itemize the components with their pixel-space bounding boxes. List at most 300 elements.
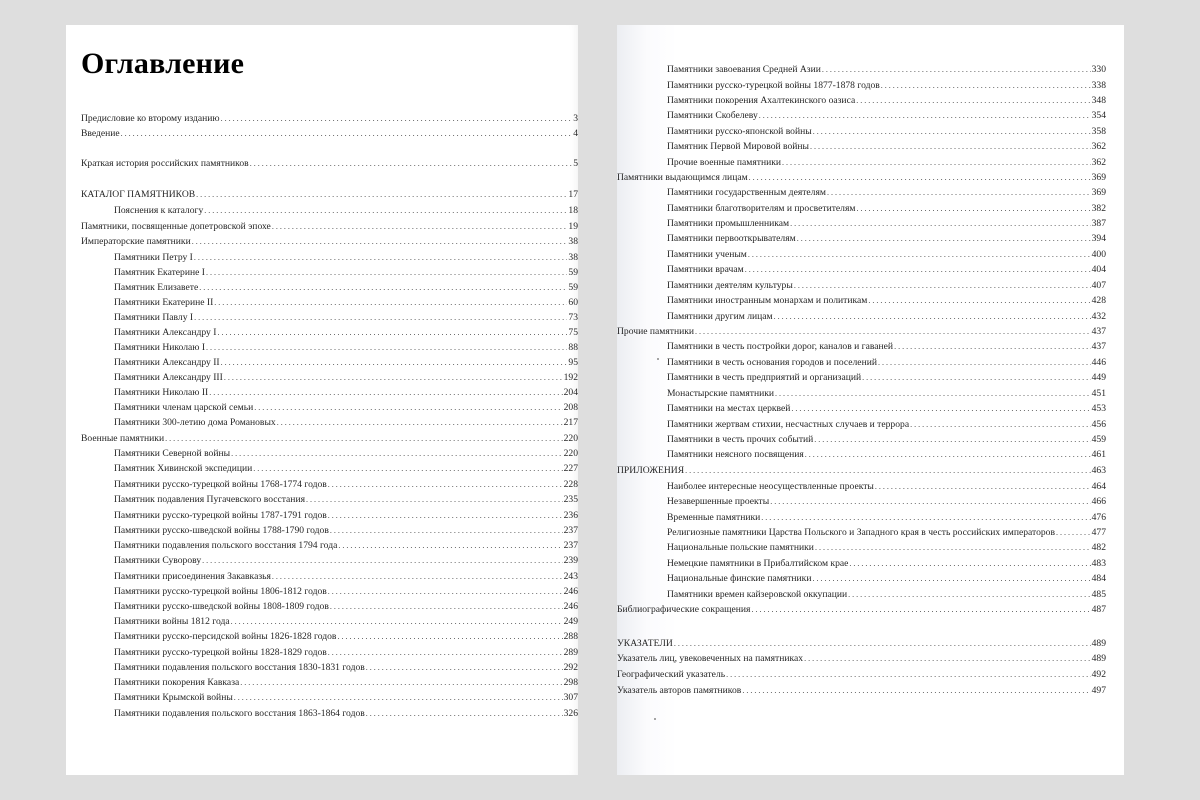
toc-entry-page-number: 476 <box>1091 512 1106 523</box>
toc-entry-label: Памятники времен кайзеровской оккупации <box>667 589 848 600</box>
dot-leader <box>214 297 567 309</box>
toc-entry-page-number: 59 <box>568 267 578 278</box>
dot-leader <box>804 653 1091 665</box>
toc-entry-page-number: 348 <box>1091 95 1106 106</box>
toc-entry-page-number: 464 <box>1091 481 1106 492</box>
toc-entry-page-number: 220 <box>563 448 578 459</box>
dot-leader <box>742 685 1090 697</box>
toc-entry <box>114 586 578 598</box>
toc-entry-page-number: 489 <box>1091 638 1106 649</box>
toc-entry-label: Памятники подавления польского восстания 1794 года <box>114 540 338 551</box>
toc-entry-label: Наиболее интересные неосуществленные проекты <box>667 481 874 492</box>
dot-leader <box>794 280 1091 292</box>
toc-entry-page-number: 487 <box>1091 604 1106 615</box>
toc-entry <box>667 357 1106 369</box>
toc-entry-page-number: 17 <box>568 189 578 200</box>
toc-entry <box>667 573 1106 585</box>
toc-entry <box>667 311 1106 323</box>
toc-entry-label: Памятники Николаю I <box>114 342 206 353</box>
toc-entry-label: Памятники русско-японской войны <box>667 126 812 137</box>
toc-entry-page-number: 298 <box>563 677 578 688</box>
toc-entry-label: Военные памятники <box>81 433 165 444</box>
dot-leader <box>328 586 563 598</box>
toc-entry-label: Памятники врачам <box>667 264 744 275</box>
toc-entry-page-number: 220 <box>563 433 578 444</box>
dot-leader <box>196 189 567 201</box>
dot-leader <box>791 403 1090 415</box>
toc-entry-page-number: 483 <box>1091 558 1106 569</box>
toc-entry <box>114 342 578 354</box>
toc-entry-page-number: 463 <box>1091 465 1106 476</box>
dot-leader <box>330 601 563 613</box>
toc-entry-label: Памятники деятелям культуры <box>667 280 793 291</box>
dot-leader <box>231 448 563 460</box>
dot-leader <box>761 512 1090 524</box>
toc-entry <box>667 187 1106 199</box>
toc-entry <box>667 558 1106 570</box>
dot-leader <box>849 558 1090 570</box>
toc-entry <box>667 449 1106 461</box>
toc-entry-page-number: 330 <box>1091 64 1106 75</box>
dot-leader <box>330 525 563 537</box>
toc-entry-label: Памятники русско-турецкой войны 1877-1878 годов <box>667 80 880 91</box>
toc-entry-label: Памятники подавления польского восстания 1863-1864 годов <box>114 708 365 719</box>
toc-entry <box>667 141 1106 153</box>
toc-entry-page-number: 449 <box>1091 372 1106 383</box>
toc-entry <box>114 510 578 522</box>
toc-entry <box>617 326 1106 338</box>
dot-leader <box>328 479 563 491</box>
toc-entry-label: Памятники неясного посвящения <box>667 449 804 460</box>
toc-entry-label: Временные памятники <box>667 512 761 523</box>
toc-entry-label: Памятники в честь постройки дорог, каналов и гаваней <box>667 341 894 352</box>
dot-leader <box>366 662 563 674</box>
toc-entry-page-number: 489 <box>1091 653 1106 664</box>
toc-entry <box>114 494 578 506</box>
toc-entry-page-number: 482 <box>1091 542 1106 553</box>
toc-entry <box>114 372 578 384</box>
toc-entry <box>667 419 1106 431</box>
toc-entry <box>617 465 1106 477</box>
toc-entry <box>114 402 578 414</box>
toc-entry-page-number: 192 <box>563 372 578 383</box>
toc-entry-page-number: 239 <box>563 555 578 566</box>
toc-entry-page-number: 19 <box>568 221 578 232</box>
toc-entry <box>114 417 578 429</box>
toc-entry-page-number: 358 <box>1091 126 1106 137</box>
toc-entry-page-number: 394 <box>1091 233 1106 244</box>
toc-entry-page-number: 453 <box>1091 403 1106 414</box>
toc-entry <box>81 236 578 248</box>
toc-entry-label: Национальные финские памятники <box>667 573 812 584</box>
toc-entry-page-number: 387 <box>1091 218 1106 229</box>
toc-entry-label: Памятники русско-турецкой войны 1828-1829 годов <box>114 647 327 658</box>
toc-entry <box>667 512 1106 524</box>
toc-entry-page-number: 95 <box>568 357 578 368</box>
toc-entry-label: Указатель лиц, увековеченных на памятниках <box>617 653 804 664</box>
dot-leader <box>199 282 567 294</box>
toc-entry-label: Императорские памятники <box>81 236 191 247</box>
dot-leader <box>250 158 573 170</box>
toc-entry-page-number: 73 <box>568 312 578 323</box>
toc-entry-page-number: 400 <box>1091 249 1106 260</box>
toc-entry <box>667 434 1106 446</box>
toc-entry-page-number: 407 <box>1091 280 1106 291</box>
toc-entry <box>617 638 1106 650</box>
toc-entry-label: Памятник Первой Мировой войны <box>667 141 809 152</box>
toc-entry-page-number: 369 <box>1091 187 1106 198</box>
page-title: Оглавление <box>81 47 245 80</box>
toc-entry <box>667 264 1106 276</box>
dot-leader <box>790 218 1091 230</box>
toc-entry-label: Памятники на местах церквей <box>667 403 791 414</box>
dot-leader <box>328 510 563 522</box>
toc-entry-label: Памятники Петру I <box>114 252 193 263</box>
dot-leader <box>770 496 1090 508</box>
dot-leader <box>749 172 1091 184</box>
left-page <box>66 25 578 775</box>
toc-entry-page-number: 289 <box>563 647 578 658</box>
dot-leader <box>221 113 573 125</box>
toc-entry-page-number: 4 <box>573 128 578 139</box>
dot-leader <box>745 264 1091 276</box>
toc-entry <box>667 481 1106 493</box>
toc-entry <box>114 708 578 720</box>
dot-leader <box>240 677 562 689</box>
toc-entry <box>114 647 578 659</box>
toc-entry <box>114 357 578 369</box>
toc-entry-page-number: 208 <box>563 402 578 413</box>
dot-leader <box>165 433 563 445</box>
dot-leader <box>797 233 1091 245</box>
toc-entry-label: Памятники русско-персидской войны 1826-1828 годов <box>114 631 337 642</box>
toc-entry-page-number: 428 <box>1091 295 1106 306</box>
toc-entry-label: Памятники русско-турецкой войны 1806-1812 годов <box>114 586 327 597</box>
toc-entry <box>617 653 1106 665</box>
toc-entry-label: Памятники другим лицам <box>667 311 773 322</box>
toc-entry <box>667 403 1106 415</box>
toc-entry-label: Памятники Павлу I <box>114 312 194 323</box>
toc-entry-page-number: 456 <box>1091 419 1106 430</box>
toc-entry-label: Географический указатель <box>617 669 726 680</box>
toc-entry-page-number: 362 <box>1091 141 1106 152</box>
toc-entry-page-number: 204 <box>563 387 578 398</box>
dot-leader <box>856 203 1090 215</box>
dot-leader <box>894 341 1091 353</box>
dot-leader <box>810 141 1091 153</box>
dot-leader <box>194 252 568 264</box>
toc-entry <box>617 172 1106 184</box>
toc-entry-page-number: 75 <box>568 327 578 338</box>
toc-entry-label: Памятники покорения Ахалтекинского оазиса <box>667 95 856 106</box>
toc-entry-page-number: 432 <box>1091 311 1106 322</box>
toc-entry-label: Памятники Суворову <box>114 555 202 566</box>
toc-entry <box>667 157 1106 169</box>
toc-entry <box>114 601 578 613</box>
toc-entry-label: Памятники первооткрывателям <box>667 233 796 244</box>
toc-entry-label: Памятники присоединения Закавказья <box>114 571 271 582</box>
dot-leader <box>231 616 563 628</box>
dot-leader <box>221 357 568 369</box>
toc-entry <box>667 372 1106 384</box>
toc-entry-label: Памятники русско-шведской войны 1808-1809 годов <box>114 601 329 612</box>
dot-leader <box>862 372 1090 384</box>
toc-entry-label: Памятники промышленникам <box>667 218 790 229</box>
dot-leader <box>204 205 567 217</box>
toc-entry <box>114 555 578 567</box>
toc-entry <box>114 692 578 704</box>
dot-leader <box>338 540 562 552</box>
toc-entry-page-number: 5 <box>573 158 578 169</box>
dot-leader <box>206 342 567 354</box>
toc-entry-page-number: 292 <box>563 662 578 673</box>
toc-entry <box>667 249 1106 261</box>
toc-entry-page-number: 446 <box>1091 357 1106 368</box>
toc-entry-label: Памятники государственным деятелям <box>667 187 826 198</box>
toc-entry-label: Памятники русско-турецкой войны 1787-1791 годов <box>114 510 327 521</box>
toc-entry-label: Предисловие ко второму изданию <box>81 113 220 124</box>
dot-leader <box>910 419 1091 431</box>
toc-entry <box>667 64 1106 76</box>
dot-leader <box>726 669 1091 681</box>
dot-leader <box>685 465 1091 477</box>
toc-entry <box>114 662 578 674</box>
toc-entry <box>81 113 578 125</box>
toc-entry-page-number: 38 <box>568 252 578 263</box>
toc-entry <box>114 540 578 552</box>
toc-entry-label: Памятник Елизавете <box>114 282 199 293</box>
toc-entry-label: Памятник Хивинской экспедиции <box>114 463 253 474</box>
toc-entry-label: Памятники завоевания Средней Азии <box>667 64 821 75</box>
dot-leader <box>192 236 568 248</box>
toc-entry <box>114 282 578 294</box>
dot-leader <box>875 481 1091 493</box>
dot-leader <box>253 463 562 475</box>
dot-leader <box>815 542 1091 554</box>
toc-entry <box>114 631 578 643</box>
toc-entry <box>114 387 578 399</box>
toc-entry-label: Прочие памятники <box>617 326 695 337</box>
toc-entry-label: Памятники в честь основания городов и поселений <box>667 357 877 368</box>
dot-leader <box>217 327 567 339</box>
toc-entry-page-number: 38 <box>568 236 578 247</box>
dot-leader <box>194 312 567 324</box>
dot-leader <box>813 126 1091 138</box>
dot-leader <box>827 187 1091 199</box>
toc-entry-label: Памятники подавления польского восстания 1830-1831 годов <box>114 662 365 673</box>
toc-entry-label: Библиографические сокращения <box>617 604 751 615</box>
toc-entry-page-number: 237 <box>563 540 578 551</box>
toc-entry-label: Памятники Александру II <box>114 357 220 368</box>
toc-entry-label: Памятники в честь предприятий и организаций <box>667 372 862 383</box>
toc-entry <box>114 448 578 460</box>
toc-entry-page-number: 461 <box>1091 449 1106 460</box>
dot-leader <box>272 221 568 233</box>
toc-entry-label: Пояснения к каталогу <box>114 205 204 216</box>
toc-entry-label: Памятники 300-летию дома Романовых <box>114 417 276 428</box>
toc-entry <box>667 126 1106 138</box>
toc-entry-page-number: 362 <box>1091 157 1106 168</box>
toc-entry-page-number: 227 <box>563 463 578 474</box>
dot-leader <box>206 267 567 279</box>
toc-entry-page-number: 246 <box>563 601 578 612</box>
toc-entry-page-number: 243 <box>563 571 578 582</box>
toc-entry-page-number: 369 <box>1091 172 1106 183</box>
toc-entry-label: Памятники покорения Кавказа <box>114 677 240 688</box>
toc-entry-label: Памятники Скобелеву <box>667 110 758 121</box>
toc-entry <box>81 189 578 201</box>
dot-leader <box>121 128 573 140</box>
toc-entry-page-number: 326 <box>563 708 578 719</box>
toc-entry <box>114 267 578 279</box>
toc-entry-label: Памятники выдающимся лицам <box>617 172 748 183</box>
toc-entry-label: Прочие военные памятники <box>667 157 782 168</box>
toc-entry-label: Указатель авторов памятников <box>617 685 742 696</box>
dot-leader <box>337 631 562 643</box>
toc-entry-page-number: 492 <box>1091 669 1106 680</box>
dot-leader <box>695 326 1091 338</box>
toc-entry-label: Краткая история российских памятников <box>81 158 249 169</box>
toc-entry-page-number: 477 <box>1091 527 1106 538</box>
toc-entry-label: Памятники русско-турецкой войны 1768-1774 годов <box>114 479 327 490</box>
dot-leader <box>306 494 563 506</box>
toc-entry-page-number: 484 <box>1091 573 1106 584</box>
toc-entry <box>81 433 578 445</box>
toc-entry <box>667 218 1106 230</box>
toc-entry-label: Немецкие памятники в Прибалтийском крае <box>667 558 849 569</box>
toc-entry-label: Памятники Северной войны <box>114 448 231 459</box>
print-speck <box>654 718 656 720</box>
dot-leader <box>759 110 1091 122</box>
toc-entry-label: Памятник подавления Пугачевского восстания <box>114 494 305 505</box>
toc-entry-page-number: 338 <box>1091 80 1106 91</box>
toc-entry <box>114 571 578 583</box>
dot-leader <box>814 434 1090 446</box>
toc-entry <box>667 80 1106 92</box>
toc-entry <box>667 527 1106 539</box>
toc-entry-page-number: 249 <box>563 616 578 627</box>
toc-entry <box>667 341 1106 353</box>
toc-entry-page-number: 497 <box>1091 685 1106 696</box>
dot-leader <box>812 573 1090 585</box>
dot-leader <box>782 157 1091 169</box>
dot-leader <box>272 571 563 583</box>
toc-entry <box>114 327 578 339</box>
toc-entry-page-number: 217 <box>563 417 578 428</box>
toc-entry-page-number: 404 <box>1091 264 1106 275</box>
toc-entry-label: Памятники Александру III <box>114 372 223 383</box>
toc-entry <box>617 604 1106 616</box>
toc-entry <box>114 616 578 628</box>
toc-entry <box>667 295 1106 307</box>
toc-entry-page-number: 235 <box>563 494 578 505</box>
dot-leader <box>751 604 1090 616</box>
toc-entry <box>617 669 1106 681</box>
toc-entry-label: Памятники благотворителям и просветителям <box>667 203 856 214</box>
toc-entry-label: Памятники ученым <box>667 249 747 260</box>
dot-leader <box>277 417 563 429</box>
toc-entry <box>617 685 1106 697</box>
toc-entry-page-number: 307 <box>563 692 578 703</box>
toc-entry <box>81 128 578 140</box>
toc-entry <box>114 312 578 324</box>
toc-entry-label: Памятники жертвам стихии, несчастных случаев и террора <box>667 419 910 430</box>
toc-entry <box>667 95 1106 107</box>
dot-leader <box>822 64 1091 76</box>
toc-entry-label: Памятники, посвященные допетровской эпохе <box>81 221 271 232</box>
toc-entry-label: КАТАЛОГ ПАМЯТНИКОВ <box>81 189 196 200</box>
toc-entry <box>114 479 578 491</box>
toc-entry-page-number: 60 <box>568 297 578 308</box>
dot-leader <box>805 449 1091 461</box>
dot-leader <box>254 402 562 414</box>
toc-entry-page-number: 437 <box>1091 341 1106 352</box>
toc-entry <box>114 252 578 264</box>
right-page <box>617 25 1124 775</box>
toc-entry-label: Памятник Екатерине I <box>114 267 205 278</box>
toc-entry-label: Памятники Николаю II <box>114 387 209 398</box>
dot-leader <box>366 708 563 720</box>
toc-entry-label: Памятники иностранным монархам и политикам <box>667 295 868 306</box>
toc-entry-label: Памятники членам царской семьи <box>114 402 254 413</box>
dot-leader <box>856 95 1090 107</box>
toc-entry <box>114 463 578 475</box>
toc-entry-page-number: 3 <box>573 113 578 124</box>
toc-entry-page-number: 18 <box>568 205 578 216</box>
toc-entry-page-number: 354 <box>1091 110 1106 121</box>
toc-entry <box>667 280 1106 292</box>
toc-entry <box>114 205 578 217</box>
toc-entry-label: Памятники Александру I <box>114 327 217 338</box>
toc-entry-page-number: 451 <box>1091 388 1106 399</box>
dot-leader <box>868 295 1090 307</box>
toc-entry-label: Национальные польские памятники <box>667 542 814 553</box>
toc-entry-page-number: 437 <box>1091 326 1106 337</box>
toc-entry <box>667 542 1106 554</box>
toc-entry-page-number: 459 <box>1091 434 1106 445</box>
dot-leader <box>234 692 563 704</box>
toc-entry-label: Памятники Екатерине II <box>114 297 214 308</box>
toc-entry-page-number: 382 <box>1091 203 1106 214</box>
toc-entry <box>114 297 578 309</box>
dot-leader <box>1056 527 1091 539</box>
toc-entry <box>667 388 1106 400</box>
dot-leader <box>209 387 562 399</box>
dot-leader <box>328 647 563 659</box>
toc-entry <box>81 221 578 233</box>
toc-entry-label: Памятники русско-шведской войны 1788-1790 годов <box>114 525 329 536</box>
print-speck <box>657 358 659 360</box>
toc-entry <box>114 677 578 689</box>
dot-leader <box>202 555 562 567</box>
toc-entry <box>667 110 1106 122</box>
dot-leader <box>748 249 1091 261</box>
toc-entry-page-number: 228 <box>563 479 578 490</box>
toc-entry-page-number: 237 <box>563 525 578 536</box>
dot-leader <box>774 311 1091 323</box>
toc-entry-label: Монастырские памятники <box>667 388 775 399</box>
toc-entry-page-number: 466 <box>1091 496 1106 507</box>
toc-entry <box>667 589 1106 601</box>
toc-entry-label: Памятники войны 1812 года <box>114 616 230 627</box>
dot-leader <box>674 638 1091 650</box>
toc-entry-page-number: 88 <box>568 342 578 353</box>
toc-entry-page-number: 485 <box>1091 589 1106 600</box>
dot-leader <box>848 589 1090 601</box>
toc-entry-label: Памятники Крымской войны <box>114 692 233 703</box>
toc-entry-page-number: 246 <box>563 586 578 597</box>
toc-entry-page-number: 288 <box>563 631 578 642</box>
